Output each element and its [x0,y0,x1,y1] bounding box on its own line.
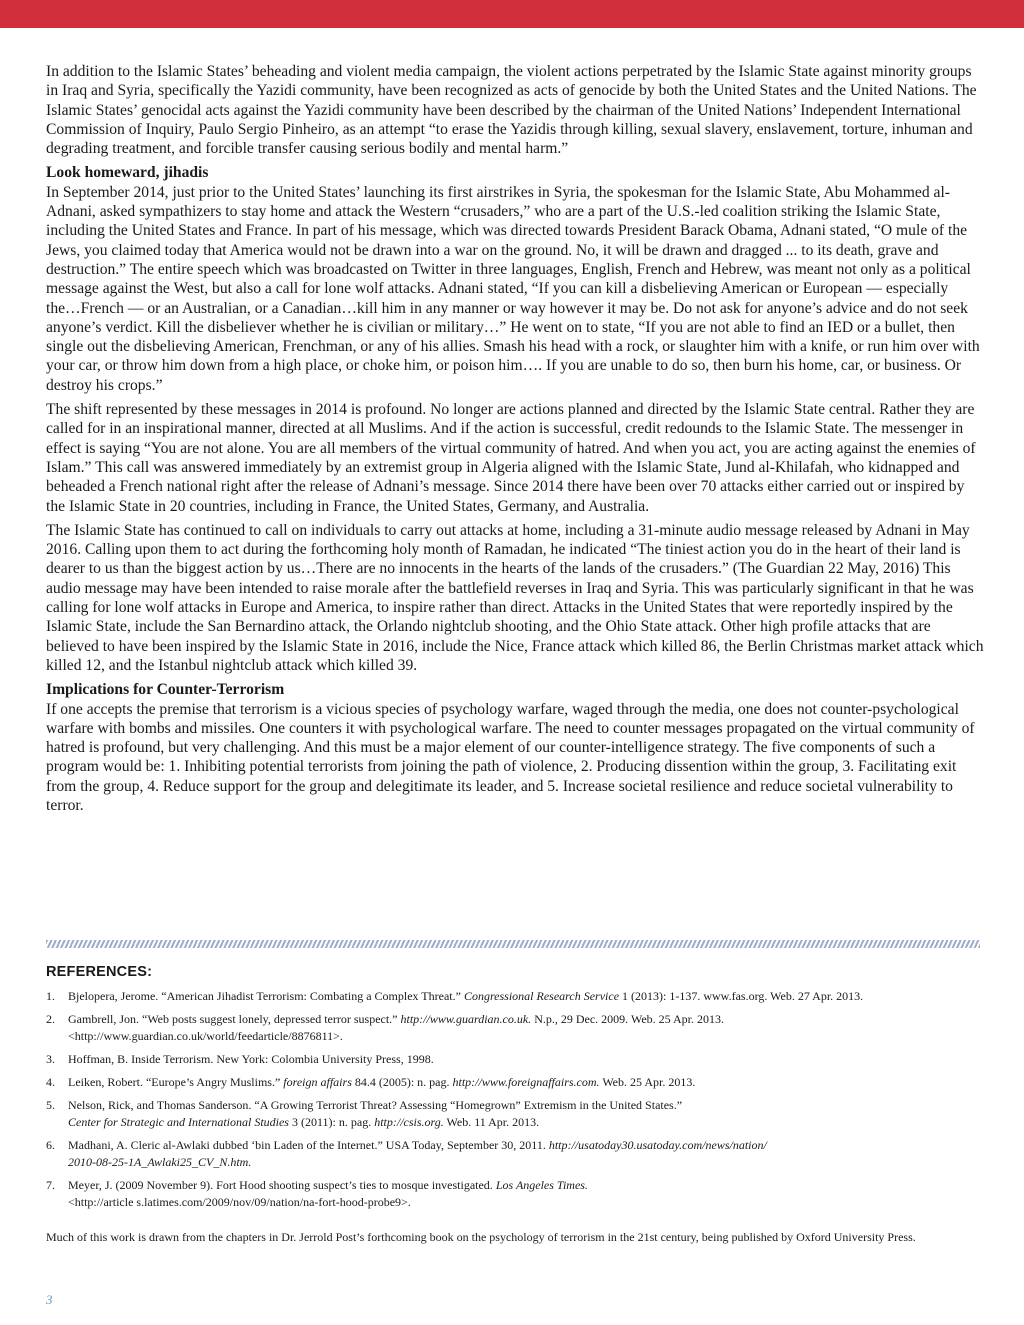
references-heading: REFERENCES: [46,964,153,980]
reference-number: 5. [46,1098,55,1112]
reference-link[interactable]: http://www.foreignaffairs.com. [452,1075,600,1089]
reference-source: Los Angeles Times. [495,1178,588,1192]
article-body [46,62,986,820]
reference-link[interactable]: http://csis.org. [374,1115,444,1129]
references-section [46,964,976,1217]
reference-text: N.p., 29 Dec. 2009. Web. 25 Apr. 2013. [531,1012,724,1026]
footnote: Much of this work is drawn from the chapters in Dr. Jerrold Post’s forthcoming book on the psychology of terrorism in the 21st century, being published by Oxford University Press. [46,1230,916,1244]
reference-text: Gambrell, Jon. “Web posts suggest lonely, depressed terror suspect.” [68,1012,401,1026]
reference-item [46,1051,976,1068]
reference-number: 3. [46,1052,55,1066]
reference-text: Madhani, A. Cleric al-Awlaki dubbed ‘bin Laden of the Internet.” USA Today, September 30, 2011. [68,1138,549,1152]
reference-text: Bjelopera, Jerome. “American Jihadist Terrorism: Combating a Complex Threat.” [68,989,464,1003]
reference-text: Web. 25 Apr. 2013. [599,1075,696,1089]
reference-item [46,1011,976,1045]
hatched-divider [46,940,980,948]
reference-text: Nelson, Rick, and Thomas Sanderson. “A Growing Terrorist Threat? Assessing “Homegrown” Extremism in the United States.” [68,1098,683,1112]
reference-number: 1. [46,989,55,1003]
references-list [46,988,976,1211]
reference-number: 4. [46,1075,55,1089]
paragraph-1: In addition to the Islamic States’ beheading and violent media campaign, the violent actions perpetrated by the Islamic State against minority groups in Iraq and Syria, specifically the Yazidi community, have been recognized as acts of genocide by both the United States and the United Nations. The Islamic States’ genocidal acts against the Yazidi community have been described by the chairman of the United Nations’ Independent International Commission of Inquiry, Paulo Sergio Pinheiro, as an attempt “to erase the Yazidis through killing, sexual slavery, enslavement, torture, inhuman and degrading treatment, and forcible transfer causing serious bodily and mental harm.” [46,63,977,158]
reference-link[interactable]: http://www.guardian.co.uk. [400,1012,532,1026]
reference-item [46,1177,976,1211]
reference-text: Leiken, Robert. “Europe’s Angry Muslims.” [68,1075,284,1089]
reference-link[interactable]: 2010-08-25-1A_Awlaki25_CV_N.htm. [68,1155,252,1169]
reference-item [46,1074,976,1091]
reference-source: Center for Strategic and International Studies [68,1115,289,1129]
reference-item [46,1137,976,1171]
reference-text: Meyer, J. (2009 November 9). Fort Hood shooting suspect’s ties to mosque investigated. [68,1178,496,1192]
reference-url[interactable]: <http://www.guardian.co.uk/world/feedarticle/8876811>. [68,1029,343,1043]
top-accent-bar [0,0,1024,28]
reference-source: Congressional Research Service [463,989,620,1003]
paragraph-2: In September 2014, just prior to the United States’ launching its first airstrikes in Syria, the spokesman for the Islamic State, Abu Mohammed al-Adnani, asked sympathizers to stay home and attack the Western “crusaders,” who are a part of the U.S.-led coalition striking the Islamic State, including the United States and France. In part of his message, which was directed towards President Barack Obama, Adnani stated, “O mule of the Jews, you claimed today that America would not be drawn into a war on the ground. No, it will be drawn and dragged ... to its death, grave and destruction.” The entire speech which was broadcasted on Twitter in three languages, English, French and Hebrew, was meant not only as a political message against the West, but also a call for lone wolf attacks. Adnani stated, “If you can kill a disbelieving American or European — especially the…French — or an Australian, or a Canadian…kill him in any manner or way however it may be. Do not ask for anyone’s advice and do not seek anyone’s verdict. Kill the disbeliever whether he is civilian or military…” He went on to state, “If you are not able to find an IED or a bullet, then single out the disbelieving American, Frenchman, or any of his allies. Smash his head with a rock, or slaughter him with a knife, or run him over with your car, or throw him down from a high place, or choke him, or poison him…. If you are unable to do so, then burn his home, car, or business. Or destroy his crops.” [46,183,980,394]
reference-source: foreign affairs [283,1075,352,1089]
reference-item [46,988,976,1005]
paragraph-4: The Islamic State has continued to call on individuals to carry out attacks at home, including a 31-minute audio message released by Adnani in May 2016. Calling upon them to act during the forthcoming holy month of Ramadan, he indicated “The tiniest action you do in the heart of their land is dearer to us than the biggest action by us…There are no innocents in the hearts of the lands of the crusaders.” (The Guardian 22 May, 2016) This audio message may have been intended to raise morale after the battlefield reverses in Iraq and Syria. This was particularly significant in that he was calling for lone wolf attacks in Europe and America, to inspire rather than direct. Attacks in the United States that were reportedly inspired by the Islamic State, include the San Bernardino attack, the Orlando nightclub shooting, and the Ohio State attack. Other high profile attacks that are believed to have been inspired by the Islamic State in 2016, include the Nice, France attack which killed 86, the Berlin Christmas market attack which killed 12, and the Istanbul nightclub attack which killed 39. [46,521,984,674]
reference-text: 84.4 (2005): n. pag. [351,1075,453,1089]
reference-link[interactable]: http://usatoday30.usatoday.com/news/nation/ [548,1138,767,1152]
section-heading-look-homeward: Look homeward, jihadis [46,164,209,182]
reference-number: 2. [46,1012,55,1026]
reference-text: Web. 11 Apr. 2013. [443,1115,540,1129]
reference-text: 3 (2011): n. pag. [288,1115,375,1129]
reference-item [46,1097,976,1131]
reference-text: Hoffman, B. Inside Terrorism. New York: Colombia University Press, 1998. [68,1052,434,1066]
section-heading-implications: Implications for Counter-Terrorism [46,681,285,699]
reference-number: 7. [46,1178,55,1192]
reference-number: 6. [46,1138,55,1152]
reference-url[interactable]: <http://article s.latimes.com/2009/nov/09/nation/na-fort-hood-probe9>. [68,1195,411,1209]
paragraph-5: If one accepts the premise that terrorism is a vicious species of psychology warfare, waged through the media, one does not counter-psychological warfare with bombs and missiles. One counters it with psychological warfare. The need to counter messages propagated on the virtual community of hatred is profound, but very challenging. And this must be a major element of our counter-intelligence strategy. The five components of such a program would be: 1. Inhibiting potential terrorists from joining the path of violence, 2. Producing dissention within the group, 3. Facilitating exit from the group, 4. Reduce support for the group and delegitimate its leader, and 5. Increase societal resilience and reduce societal vulnerability to terror. [46,700,975,814]
page-number: 3 [46,1292,53,1307]
reference-text: 1 (2013): 1-137. www.fas.org. Web. 27 Apr. 2013. [619,989,864,1003]
paragraph-3: The shift represented by these messages in 2014 is profound. No longer are actions planned and directed by the Islamic State central. Rather they are called for in an inspirational manner, directed at all Muslims. And if the action is successful, credit redounds to the Islamic State. The messenger in effect is saying “You are not alone. You are all members of the virtual community of hatred. And when you act, you are acting against the enemies of Islam.” This call was answered immediately by an extremist group in Algeria aligned with the Islamic State, Jund al-Khilafah, who kidnapped and beheaded a French national right after the release of Adnani’s message. Since 2014 there have been over 70 attacks either carried out or inspired by the Islamic State in 20 countries, including in France, the United States, Germany, and Australia. [46,401,976,515]
